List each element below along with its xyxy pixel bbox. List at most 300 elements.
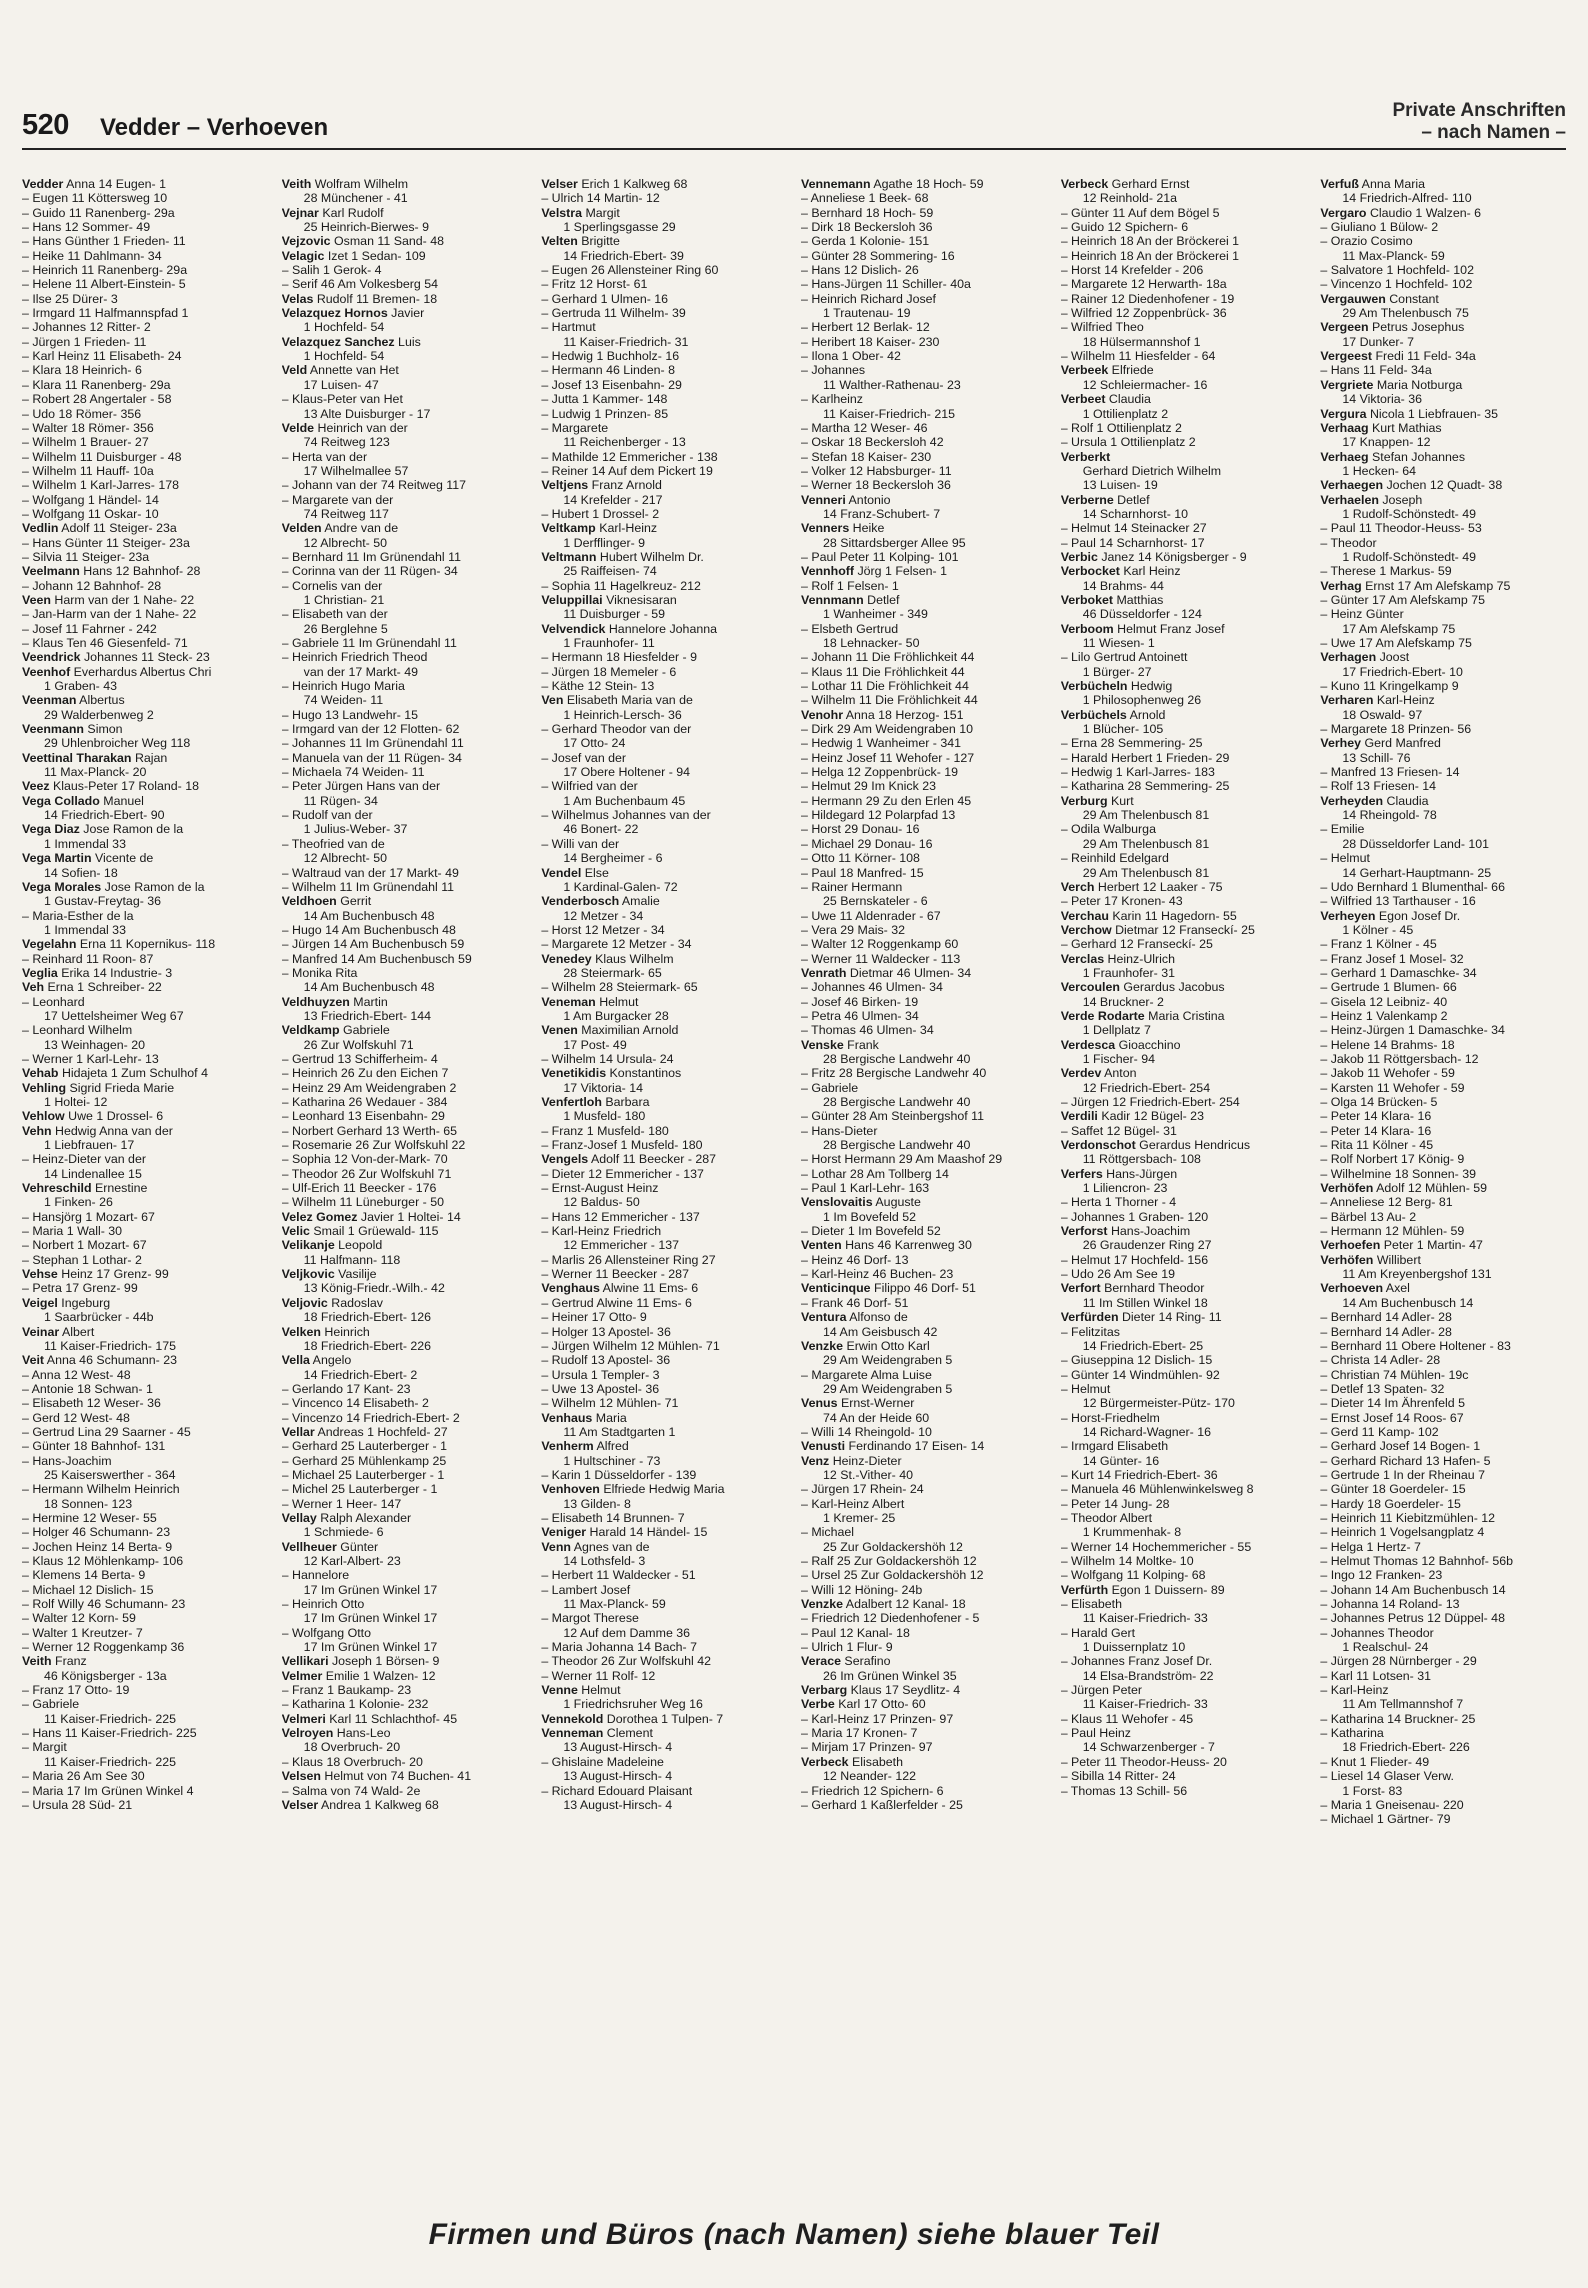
entry-text: 13 Friedrich-Ebert- 144 bbox=[303, 1008, 432, 1023]
entry-text: 14 Friedrich-Ebert- 25 bbox=[1082, 1338, 1204, 1353]
page-number: 520 bbox=[22, 109, 69, 141]
directory-entry bbox=[541, 536, 787, 550]
entry-text: – Frank 46 Dorf- 51 bbox=[801, 1295, 909, 1310]
directory-entry bbox=[541, 1224, 787, 1238]
entry-text: Ernestine bbox=[91, 1181, 148, 1196]
entry-text: Gerardus Jacobus bbox=[1119, 980, 1225, 995]
directory-entry bbox=[1061, 650, 1307, 664]
entry-text: Serafino bbox=[840, 1654, 891, 1669]
directory-entry bbox=[1320, 191, 1566, 205]
directory-entry bbox=[541, 923, 787, 937]
entry-text: – Paul 12 Kanal- 18 bbox=[801, 1625, 910, 1640]
entry-text: 12 Albrecht- 50 bbox=[303, 851, 388, 866]
entry-text: Else bbox=[581, 865, 609, 880]
entry-text: – Irmgard van der 12 Flotten- 62 bbox=[281, 722, 460, 737]
entry-surname: Verde Rodarte bbox=[1060, 1008, 1145, 1023]
entry-text: – Karl-Heinz 17 Prinzen- 97 bbox=[801, 1711, 954, 1726]
entry-text: – Gerhard Theodor van der bbox=[541, 722, 692, 737]
entry-text: Luis bbox=[394, 334, 421, 349]
directory-entry bbox=[801, 650, 1047, 664]
entry-text: 74 Reitweg 123 bbox=[303, 435, 390, 450]
directory-entry bbox=[1061, 1755, 1307, 1769]
entry-text: – Salma von 74 Wald- 2e bbox=[281, 1783, 421, 1798]
directory-entry bbox=[22, 421, 268, 435]
entry-text: – Günter 18 Goerdeler- 15 bbox=[1320, 1482, 1466, 1497]
entry-text: – Dirk 18 Beckersloh 36 bbox=[801, 220, 933, 235]
directory-entry bbox=[541, 880, 787, 894]
entry-text: – Wolfgang 11 Kolping- 68 bbox=[1060, 1568, 1206, 1583]
directory-entry bbox=[1320, 320, 1566, 334]
entry-surname: Venen bbox=[541, 1023, 578, 1038]
directory-entry bbox=[22, 1152, 268, 1166]
entry-text: – Heinrich Otto bbox=[281, 1597, 365, 1612]
directory-entry bbox=[1320, 1281, 1566, 1295]
directory-entry bbox=[801, 407, 1047, 421]
directory-entry bbox=[22, 1611, 268, 1625]
directory-entry bbox=[22, 708, 268, 722]
entry-text: Sigrid Frieda Marie bbox=[66, 1080, 175, 1095]
entry-text: – Peter 11 Theodor-Heuss- 20 bbox=[1060, 1754, 1227, 1769]
directory-entry bbox=[541, 292, 787, 306]
entry-text: 12 Auf dem Damme 36 bbox=[563, 1625, 691, 1640]
entry-text: – Richard Edouard Plaisant bbox=[541, 1783, 693, 1798]
directory-entry bbox=[282, 650, 528, 664]
directory-entry bbox=[22, 1339, 268, 1353]
entry-text: 28 Bergische Landwehr 40 bbox=[823, 1095, 971, 1109]
directory-entry bbox=[801, 1511, 1047, 1525]
directory-entry bbox=[1061, 593, 1307, 607]
directory-entry bbox=[282, 1066, 528, 1080]
directory-entry bbox=[282, 866, 528, 880]
entry-text: – Helga 1 Hertz- 7 bbox=[1320, 1539, 1421, 1554]
entry-text: 11 Kaiser-Friedrich- 31 bbox=[563, 334, 689, 349]
entry-surname: Veendrick bbox=[22, 650, 81, 665]
entry-text: Albert bbox=[59, 1324, 95, 1339]
directory-entry bbox=[1061, 866, 1307, 880]
entry-text: 46 Königsberger - 13a bbox=[44, 1668, 167, 1683]
directory-entry bbox=[22, 593, 268, 607]
entry-surname: Vega Diaz bbox=[22, 822, 80, 837]
entry-surname: Vehlow bbox=[22, 1109, 65, 1124]
entry-text: – Guido 12 Spichern- 6 bbox=[1060, 220, 1189, 235]
directory-entry bbox=[801, 1697, 1047, 1711]
entry-text: – Wilhelm 1 Karl-Jarres- 178 bbox=[22, 478, 179, 493]
entry-text: – Werner 1 Karl-Lehr- 13 bbox=[22, 1051, 159, 1066]
entry-text: 11 Kaiser-Friedrich- 33 bbox=[1082, 1611, 1208, 1626]
entry-text: 1 Philosophenweg 26 bbox=[1082, 693, 1202, 708]
entry-surname: Veneman bbox=[541, 994, 596, 1009]
directory-entry bbox=[22, 1181, 268, 1195]
entry-text: – Uwe 11 Aldenrader - 67 bbox=[801, 908, 941, 923]
directory-entry bbox=[1061, 779, 1307, 793]
entry-text: – Günter 28 Am Steinbergshof 11 bbox=[801, 1109, 985, 1124]
entry-text: – Karlheinz bbox=[801, 392, 864, 407]
directory-entry bbox=[1320, 1583, 1566, 1597]
entry-text: 25 Zur Goldackershöh 12 bbox=[823, 1539, 963, 1554]
directory-entry bbox=[541, 493, 787, 507]
directory-entry bbox=[801, 220, 1047, 234]
entry-text: – Sophia 11 Hagelkreuz- 212 bbox=[541, 578, 701, 593]
entry-surname: Venohr bbox=[801, 707, 844, 722]
entry-text: Detlef bbox=[863, 592, 900, 607]
entry-text: – Wilhelm 28 Steiermark- 65 bbox=[541, 980, 698, 995]
directory-entry bbox=[282, 1740, 528, 1754]
entry-surname: Vega Martin bbox=[22, 851, 92, 866]
directory-entry bbox=[22, 292, 268, 306]
directory-entry bbox=[801, 349, 1047, 363]
directory-entry bbox=[541, 1238, 787, 1252]
directory-entry bbox=[1061, 1267, 1307, 1281]
entry-text: 12 Baldus- 50 bbox=[563, 1195, 640, 1210]
entry-surname: Vergauwen bbox=[1320, 291, 1386, 306]
directory-entry bbox=[1320, 1210, 1566, 1224]
directory-entry bbox=[1061, 1224, 1307, 1238]
directory-column-4 bbox=[801, 177, 1047, 2170]
entry-text: – Jürgen 18 Memeler - 6 bbox=[541, 664, 677, 679]
directory-entry bbox=[1320, 1038, 1566, 1052]
entry-text: – Jakob 11 Wehofer - 59 bbox=[1320, 1066, 1455, 1081]
directory-entry bbox=[801, 1267, 1047, 1281]
entry-surname: Veith bbox=[22, 1654, 52, 1669]
directory-entry bbox=[22, 249, 268, 263]
directory-entry bbox=[1061, 277, 1307, 291]
directory-entry bbox=[282, 1784, 528, 1798]
entry-text: – Gerhard 1 Ulmen- 16 bbox=[541, 291, 669, 306]
directory-entry bbox=[801, 292, 1047, 306]
directory-entry bbox=[1320, 363, 1566, 377]
directory-entry bbox=[801, 1525, 1047, 1539]
directory-entry bbox=[1061, 363, 1307, 377]
entry-text: 29 Am Weidengraben 5 bbox=[823, 1381, 953, 1396]
entry-text: 14 Brahms- 44 bbox=[1082, 578, 1164, 593]
entry-text: – Harald Herbert 1 Frieden- 29 bbox=[1060, 750, 1230, 765]
directory-entry bbox=[1061, 1195, 1307, 1209]
directory-entry bbox=[1320, 1769, 1566, 1783]
directory-entry bbox=[541, 1697, 787, 1711]
directory-entry bbox=[1061, 1382, 1307, 1396]
directory-entry bbox=[22, 277, 268, 291]
entry-text: – Vincenco 14 Elisabeth- 2 bbox=[281, 1396, 429, 1411]
directory-entry bbox=[22, 607, 268, 621]
entry-text: – Wolfgang 11 Oskar- 10 bbox=[22, 506, 159, 521]
directory-entry bbox=[541, 995, 787, 1009]
entry-text: Erwin Otto Karl bbox=[843, 1338, 930, 1353]
entry-text: – Bärbel 13 Au- 2 bbox=[1320, 1209, 1417, 1224]
entry-text: Klaus 17 Seydlitz- 4 bbox=[847, 1683, 961, 1698]
directory-entry bbox=[541, 464, 787, 478]
directory-entry bbox=[22, 1081, 268, 1095]
entry-text: 14 Elsa-Brandström- 22 bbox=[1082, 1668, 1214, 1683]
directory-entry bbox=[1061, 478, 1307, 492]
directory-entry bbox=[541, 1654, 787, 1668]
directory-entry bbox=[541, 851, 787, 865]
directory-entry bbox=[541, 564, 787, 578]
entry-text: – Stephan 1 Lothar- 2 bbox=[22, 1252, 142, 1267]
directory-entry bbox=[22, 1798, 268, 1812]
directory-entry bbox=[1061, 1109, 1307, 1123]
directory-entry bbox=[801, 277, 1047, 291]
directory-entry bbox=[541, 980, 787, 994]
entry-text: Vicente de bbox=[91, 851, 154, 866]
entry-text: – Heinrich 11 Kiebitzmühlen- 12 bbox=[1320, 1510, 1496, 1525]
entry-text: – Hildegard 12 Polarpfad 13 bbox=[801, 808, 956, 823]
entry-text: – Rainer 12 Diedenhofener - 19 bbox=[1060, 291, 1235, 306]
directory-entry bbox=[282, 593, 528, 607]
entry-text: – Margarete bbox=[541, 420, 609, 435]
directory-entry bbox=[22, 894, 268, 908]
entry-text: Rudolf 11 Bremen- 18 bbox=[313, 291, 438, 306]
entry-text: – Wilfried van der bbox=[541, 779, 638, 794]
directory-entry bbox=[1061, 1296, 1307, 1310]
entry-text: – Helene 11 Albert-Einstein- 5 bbox=[22, 277, 186, 292]
entry-text: – Horst 14 Krefelder - 206 bbox=[1060, 263, 1204, 278]
directory-entry bbox=[801, 1009, 1047, 1023]
entry-text: Leopold bbox=[334, 1238, 383, 1253]
entry-text: – Sophia 12 Von-der-Mark- 70 bbox=[281, 1152, 448, 1167]
directory-entry bbox=[1320, 1425, 1566, 1439]
entry-text: – Werner 18 Beckersloh 36 bbox=[801, 478, 951, 493]
entry-text: Willibert bbox=[1373, 1252, 1421, 1267]
entry-surname: Verhoeven bbox=[1320, 1281, 1384, 1296]
directory-entry bbox=[282, 1439, 528, 1453]
entry-surname: Vellar bbox=[281, 1424, 315, 1439]
directory-entry bbox=[22, 736, 268, 750]
entry-text: 12 Schleiermacher- 16 bbox=[1082, 377, 1208, 392]
directory-entry bbox=[1320, 1540, 1566, 1554]
entry-surname: Vella bbox=[281, 1353, 310, 1368]
directory-entry bbox=[1320, 378, 1566, 392]
entry-surname: Verdili bbox=[1060, 1109, 1098, 1124]
directory-entry bbox=[282, 665, 528, 679]
entry-text: Viknesisaran bbox=[602, 592, 677, 607]
entry-text: – Heinrich 18 An der Bröckerei 1 bbox=[1060, 248, 1240, 263]
entry-text: – Peter 14 Klara- 16 bbox=[1320, 1109, 1432, 1124]
entry-text: 11 Am Stadtgarten 1 bbox=[563, 1424, 676, 1439]
entry-text: – Hansjörg 1 Mozart- 67 bbox=[22, 1209, 155, 1224]
directory-entry bbox=[282, 206, 528, 220]
directory-entry bbox=[1320, 1525, 1566, 1539]
entry-text: – Jürgen Wilhelm 12 Mühlen- 71 bbox=[541, 1338, 720, 1353]
directory-entry bbox=[801, 1181, 1047, 1195]
directory-entry bbox=[541, 1081, 787, 1095]
entry-text: – Salih 1 Gerok- 4 bbox=[281, 263, 382, 278]
directory-entry bbox=[1061, 306, 1307, 320]
directory-entry bbox=[801, 665, 1047, 679]
entry-surname: Verfers bbox=[1060, 1166, 1103, 1181]
entry-text: – Helmut bbox=[1060, 1381, 1111, 1396]
directory-entry bbox=[282, 579, 528, 593]
directory-entry bbox=[282, 1124, 528, 1138]
directory-entry bbox=[1061, 1683, 1307, 1697]
entry-text: – Heinrich 18 An der Bröckerei 1 bbox=[1060, 234, 1240, 249]
directory-entry bbox=[1061, 1425, 1307, 1439]
directory-entry bbox=[1320, 1195, 1566, 1209]
directory-entry bbox=[801, 1712, 1047, 1726]
entry-text: – Kuno 11 Kringelkamp 9 bbox=[1320, 679, 1459, 694]
directory-entry bbox=[541, 220, 787, 234]
directory-entry bbox=[282, 880, 528, 894]
entry-text: – Klaus 11 Wehofer - 45 bbox=[1060, 1711, 1194, 1726]
entry-text: Heike bbox=[849, 521, 885, 536]
directory-entry bbox=[801, 1640, 1047, 1654]
entry-text: – Hermann Wilhelm Heinrich bbox=[22, 1482, 180, 1497]
directory-entry bbox=[282, 1654, 528, 1668]
directory-entry bbox=[22, 521, 268, 535]
directory-entry bbox=[541, 607, 787, 621]
directory-entry bbox=[22, 1095, 268, 1109]
entry-text: 1 Duissernplatz 10 bbox=[1082, 1640, 1186, 1655]
directory-entry bbox=[1320, 177, 1566, 191]
entry-text: – Heinrich Richard Josef bbox=[801, 291, 936, 306]
entry-text: 28 Münchener - 41 bbox=[303, 191, 408, 206]
entry-text: 14 Lothsfeld- 3 bbox=[563, 1554, 646, 1568]
entry-text: – Günter 28 Sommering- 16 bbox=[801, 248, 955, 263]
directory-entry bbox=[1061, 349, 1307, 363]
entry-surname: Velden bbox=[281, 521, 322, 536]
directory-entry bbox=[22, 206, 268, 220]
entry-text: – Margarete van der bbox=[281, 492, 394, 507]
entry-surname: Verhaegen bbox=[1320, 478, 1384, 493]
entry-text: 14 Franz-Schubert- 7 bbox=[823, 506, 941, 521]
entry-text: – Willi 14 Rheingold- 10 bbox=[801, 1424, 932, 1439]
directory-entry bbox=[1061, 1611, 1307, 1625]
directory-entry bbox=[282, 464, 528, 478]
entry-text: – Eugen 11 Köttersweg 10 bbox=[22, 191, 168, 206]
directory-entry bbox=[282, 1095, 528, 1109]
directory-entry bbox=[1320, 866, 1566, 880]
directory-entry bbox=[282, 320, 528, 334]
entry-surname: Vedlin bbox=[22, 521, 59, 536]
entry-text: – Karl-Heinz bbox=[1320, 1683, 1389, 1698]
directory-entry bbox=[282, 794, 528, 808]
directory-entry bbox=[282, 622, 528, 636]
entry-text: – Helmut 29 Im Knick 23 bbox=[801, 779, 936, 794]
entry-text: Axel bbox=[1383, 1281, 1410, 1296]
entry-text: – Gerlando 17 Kant- 23 bbox=[281, 1381, 411, 1396]
entry-text: 18 Friedrich-Ebert- 226 bbox=[303, 1338, 432, 1353]
entry-text: – Elsbeth Gertrud bbox=[801, 621, 899, 636]
entry-surname: Venhoven bbox=[541, 1482, 600, 1497]
directory-entry bbox=[801, 421, 1047, 435]
entry-text: Hedwig bbox=[1127, 679, 1173, 694]
entry-text: – Klaus 11 Die Fröhlichkeit 44 bbox=[801, 664, 965, 679]
directory-entry bbox=[1061, 1124, 1307, 1138]
directory-entry bbox=[1320, 1568, 1566, 1582]
directory-entry bbox=[1320, 536, 1566, 550]
entry-text: Heinz-Dieter bbox=[829, 1453, 902, 1468]
directory-entry bbox=[541, 808, 787, 822]
directory-entry bbox=[1061, 407, 1307, 421]
entry-text: 18 Oswald- 97 bbox=[1342, 707, 1423, 722]
directory-entry bbox=[541, 1281, 787, 1295]
directory-entry bbox=[22, 679, 268, 693]
entry-text: – Werner 11 Beecker - 287 bbox=[541, 1267, 689, 1282]
entry-text: – Gabriele 11 Im Grünendahl 11 bbox=[281, 636, 457, 650]
entry-text: Andre van de bbox=[321, 521, 399, 536]
directory-entry bbox=[1320, 263, 1566, 277]
directory-entry bbox=[541, 335, 787, 349]
directory-entry bbox=[1320, 822, 1566, 836]
directory-entry bbox=[1320, 708, 1566, 722]
directory-entry bbox=[282, 1138, 528, 1152]
directory-entry bbox=[22, 880, 268, 894]
entry-text: – Ulf-Erich 11 Beecker - 176 bbox=[281, 1181, 437, 1196]
directory-entry bbox=[22, 1253, 268, 1267]
directory-entry bbox=[282, 177, 528, 191]
directory-entry bbox=[1061, 1525, 1307, 1539]
entry-text: 17 Friedrich-Ebert- 10 bbox=[1342, 664, 1463, 679]
directory-entry bbox=[1320, 779, 1566, 793]
directory-entry bbox=[1061, 249, 1307, 263]
entry-text: – Erna 28 Semmering- 25 bbox=[1060, 736, 1203, 751]
entry-text: – Hans 12 Emmericher - 137 bbox=[541, 1209, 700, 1224]
entry-surname: Vengels bbox=[541, 1152, 589, 1167]
directory-entry bbox=[282, 536, 528, 550]
directory-entry bbox=[801, 392, 1047, 406]
directory-entry bbox=[22, 1281, 268, 1295]
entry-surname: Velvendick bbox=[541, 621, 606, 636]
entry-text: 14 Schwarzenberger - 7 bbox=[1082, 1740, 1215, 1755]
directory-entry bbox=[282, 1152, 528, 1166]
entry-surname: Verfuß bbox=[1320, 177, 1359, 191]
directory-entry bbox=[1320, 1009, 1566, 1023]
directory-entry bbox=[801, 564, 1047, 578]
directory-entry bbox=[1061, 1038, 1307, 1052]
entry-text: 13 Alte Duisburger - 17 bbox=[303, 406, 431, 421]
directory-entry bbox=[282, 1482, 528, 1496]
directory-entry bbox=[1061, 1740, 1307, 1754]
entry-surname: Venderbosch bbox=[541, 894, 620, 909]
entry-text: 11 Im Stillen Winkel 18 bbox=[1082, 1295, 1208, 1310]
directory-entry bbox=[541, 1411, 787, 1425]
entry-text: – Dirk 29 Am Weidengraben 10 bbox=[801, 722, 973, 737]
entry-text: 11 Max-Planck- 59 bbox=[563, 1597, 666, 1612]
directory-entry bbox=[282, 693, 528, 707]
entry-surname: Veh bbox=[22, 980, 45, 995]
entry-text: – Christa 14 Adler- 28 bbox=[1320, 1353, 1441, 1368]
entry-text: 13 August-Hirsch- 4 bbox=[563, 1797, 673, 1812]
entry-text: – Hedwig 1 Wanheimer - 341 bbox=[801, 736, 962, 751]
directory-entry bbox=[1061, 1583, 1307, 1597]
entry-text: 18 Hülsermannshof 1 bbox=[1082, 334, 1201, 349]
entry-text: 1 Schmiede- 6 bbox=[303, 1525, 384, 1540]
entry-text: – Ulrich 14 Martin- 12 bbox=[541, 191, 660, 206]
directory-entry bbox=[1061, 177, 1307, 191]
directory-entry bbox=[541, 1296, 787, 1310]
entry-text: – Gertrud 13 Schifferheim- 4 bbox=[281, 1051, 438, 1066]
entry-text: – Margit bbox=[22, 1740, 67, 1755]
directory-entry bbox=[541, 1267, 787, 1281]
directory-entry bbox=[282, 1755, 528, 1769]
entry-text: – Ursula 1 Templer- 3 bbox=[541, 1367, 660, 1382]
directory-entry bbox=[22, 765, 268, 779]
entry-text: Elfriede Hedwig Maria bbox=[599, 1482, 725, 1497]
entry-text: – Gerhard 25 Mühlenkamp 25 bbox=[281, 1453, 447, 1468]
directory-entry bbox=[1061, 1152, 1307, 1166]
directory-entry bbox=[541, 320, 787, 334]
entry-text: – Uwe 13 Apostel- 36 bbox=[541, 1381, 660, 1396]
entry-text: Andreas 1 Hochfeld- 27 bbox=[314, 1424, 448, 1439]
directory-entry bbox=[1061, 722, 1307, 736]
entry-text: 14 Bergheimer - 6 bbox=[563, 851, 663, 866]
directory-entry bbox=[282, 220, 528, 234]
entry-text: – Peter Jürgen Hans van der bbox=[281, 779, 441, 794]
directory-entry bbox=[282, 1167, 528, 1181]
entry-surname: Verberne bbox=[1060, 492, 1114, 507]
directory-entry bbox=[541, 1468, 787, 1482]
directory-entry bbox=[282, 277, 528, 291]
entry-text: – Manuela van der 11 Rügen- 34 bbox=[281, 750, 462, 765]
